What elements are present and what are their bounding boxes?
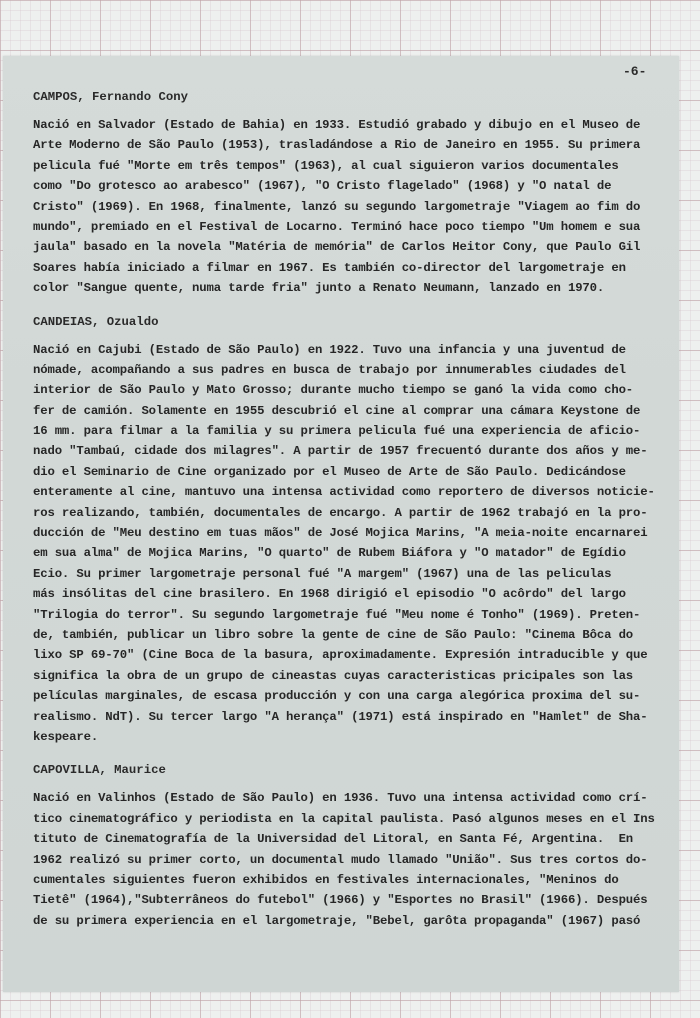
entry-body [33,788,673,931]
text-line: tituto de Cinematografía de la Universidad del Litoral, en Santa Fé, Argentina. En [33,832,634,847]
text-line: nado "Tambaú, cidade dos milagres". A partir de 1957 frecuentó durante dos años y me- [33,444,648,459]
text-line: interior de São Paulo y Mato Grosso; durante mucho tiempo se ganó la vida como cho- [33,383,634,398]
text-line: películas marginales, de escasa producción y con una carga alegórica proxima del su- [33,689,641,704]
text-line: kespeare. [33,729,99,744]
text-line: enteramente al cine, mantuvo una intensa actividad como reportero de diversos noticie- [33,485,655,500]
text-line: como "Do grotesco ao arabesco" (1967), "O Cristo flagelado" (1968) y "O natal de [33,179,612,194]
text-line: ducción de "Meu destino em tuas mãos" de José Mojica Marins, "A meia-noite encarnarei [33,526,648,541]
entry-campos [33,90,673,299]
text-line: de, también, publicar un libro sobre la gente de cine de São Paulo: "Cinema Bôca do [33,627,634,642]
text-line: em sua alma" de Mojica Marins, "O quarto" de Rubem Biáfora y "O matador" de Egídio [33,546,626,561]
text-line: más insólitas del cine brasilero. En 1968 dirigió el episodio "O acôrdo" del largo [33,587,626,602]
text-line: 16 mm. para filmar a la familia y su primera pelicula fué una experiencia de aficio- [33,424,641,439]
entry-capovilla [33,763,673,931]
text-line: mundo", premiado en el Festival de Locarno. Terminó hace poco tiempo "Um homem e sua [33,219,641,234]
text-line: lixo SP 69-70" (Cine Boca de la basura, aproximadamente. Expresión intraducible y que [33,648,648,663]
text-line: Arte Moderno de São Paulo (1953), trasladándose a Rio de Janeiro en 1955. Su primera [33,138,641,153]
entry-candeias [33,315,673,748]
text-line: de su primera experiencia en el largometraje, "Bebel, garôta propaganda" (1967) pasó [33,913,641,928]
text-line: Nació en Valinhos (Estado de São Paulo) en 1936. Tuvo una intensa actividad como crí- [33,791,648,806]
text-line: Tietê" (1964),"Subterrâneos do futebol" (1966) y "Esportes no Brasil" (1966). Después [33,893,648,908]
page-number: -6- [623,64,647,79]
text-line: dio el Seminario de Cine organizado por el Museo de Arte de São Paulo. Dedicándose [33,464,626,479]
text-line: "Trilogia do terror". Su segundo largometraje fué "Meu nome é Tonho" (1969). Preten- [33,607,641,622]
text-line: 1962 realizó su primer corto, un documental mudo llamado "União". Sus tres cortos do- [33,852,648,867]
text-line: Nació en Cajubi (Estado de São Paulo) en 1922. Tuvo una infancia y una juventud de [33,342,626,357]
text-line: tico cinematográfico y periodista en la capital paulista. Pasó algunos meses en el Ins [33,811,655,826]
text-line: Cristo" (1969). En 1968, finalmente, lanzó su segundo largometraje "Viagem ao fim do [33,199,641,214]
text-line: nómade, acompañando a sus padres en busca de trabajo por innumerables ciudades del [33,362,626,377]
entry-body [33,340,673,748]
text-line: Ecio. Su primer largometraje personal fué "A margem" (1967) una de las peliculas [33,566,612,581]
text-line: jaula" basado en la novela "Matéria de memória" de Carlos Heitor Cony, que Paulo Gil [33,240,641,255]
text-line: Soares había iniciado a filmar en 1967. Es también co-director del largometraje en [33,260,626,275]
text-line: pelicula fué "Morte em três tempos" (1963), al cual siguieron varios documentales [33,158,619,173]
typed-page [3,56,679,992]
entry-body [33,115,673,299]
page-content [33,90,673,947]
entry-heading: CAPOVILLA, Maurice [33,763,166,778]
text-line: significa la obra de un grupo de cineastas cuyas caracteristicas pricipales son las [33,668,634,683]
text-line: fer de camión. Solamente en 1955 descubrió el cine al comprar una cámara Keystone de [33,403,641,418]
text-line: cumentales siguientes fueron exhibidos en festivales internacionales, "Meninos do [33,872,619,887]
text-line: color "Sangue quente, numa tarde fria" junto a Renato Neumann, lanzado en 1970. [33,281,605,296]
entry-heading: CANDEIAS, Ozualdo [33,314,159,329]
text-line: ros realizando, también, documentales de encargo. A partir de 1962 trabajó en la pro- [33,505,648,520]
text-line: realismo. NdT). Su tercer largo "A herança" (1971) está inspirado en "Hamlet" de Sha- [33,709,648,724]
entry-heading: CAMPOS, Fernando Cony [33,90,188,104]
text-line: Nació en Salvador (Estado de Bahia) en 1933. Estudió grabado y dibujo en el Museo de [33,118,641,132]
